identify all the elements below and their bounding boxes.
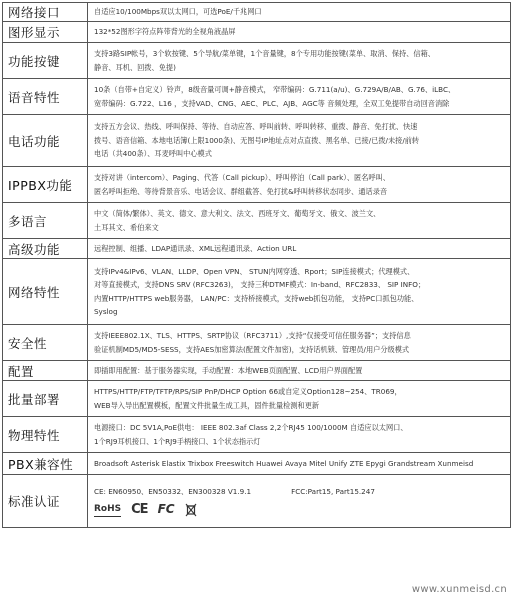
spec-content-line: 电源接口：DC 5V1A,PoE供电： IEEE 802.3af Class 2,2个RJ45 100/1000M 自适应以太网口、 [94,423,408,432]
spec-content [88,475,511,528]
spec-row [3,417,511,453]
spec-table [2,2,511,528]
spec-content-line: 即插即用配置：基于服务器实现，手动配置：本地WEB页面配置、LCD用户界面配置 [94,365,363,375]
spec-content-line: 自适应10/100Mbps双以太网口，可选PoE/千兆网口 [94,7,262,17]
spec-content-line: 132*52图形字符点阵带背光的全视角液晶屏 [94,27,236,37]
spec-content-line: HTTPS/HTTP/FTP/TFTP/RPS/SIP PnP/DHCP Option 66或自定义Option128~254、TR069， [94,387,402,396]
spec-content-line: 支持对讲（intercom）、Paging、代答（Call pickup）、呼叫停泊（Call park）、匿名呼叫、 [94,173,390,182]
spec-row [3,167,511,203]
spec-row [3,361,511,381]
spec-label: 物理特性 [3,417,88,453]
spec-row [3,453,511,475]
spec-content [88,115,511,167]
spec-content-line: 内置HTTP/HTTPS web服务器， LAN/PC：支持桥接模式，支持web抓包功能， 支持PC口抓包功能、 [94,293,419,303]
ce-logo-icon: CE [131,502,148,517]
spec-label: 高级功能 [3,239,88,259]
spec-label: 电话功能 [3,115,88,167]
spec-content [88,43,511,79]
spec-content [88,79,511,115]
spec-content-line: 支持五方会议、热线、呼叫保持、等待、自动应答、呼叫前转、呼叫转移、重拨、静音、免打扰、快速 [94,122,418,132]
certification-logos [94,503,504,518]
spec-content-line: Syslog [94,307,118,316]
spec-label: 标准认证 [3,475,88,528]
spec-label: PBX兼容性 [3,453,88,475]
spec-content-line: 静音、耳机、回拨、免提) [94,62,176,72]
spec-label: 功能按键 [3,43,88,79]
spec-content-line: 土耳其文、希伯来文 [94,222,159,232]
spec-content-line: 支持IPv4&IPv6、VLAN、LLDP、Open VPN、 STUN内网穿透、Rport；SIP连接模式；代理模式、 [94,266,415,276]
ce-standards-text: CE: EN60950、EN50332、EN300328 V1.9.1 [94,487,252,496]
spec-content-line: 匿名呼叫拒绝、等待背景音乐、电话会议、群组截答、免打扰&呼叫转移状态同步、通话录音 [94,186,388,196]
spec-content-line: 中文（简体/繁体）、英文、德文、意大利文、法文、西班牙文、葡萄牙文、俄文、波兰文、 [94,209,381,218]
spec-content-line: Broadsoft Asterisk Elastix Trixbox Freeswitch Huawei Avaya Mitel Unify ZTE Epygi Grandstream Xunmeisd [94,458,474,468]
spec-sheet [2,2,511,528]
spec-label: 批量部署 [3,381,88,417]
spec-content [88,381,511,417]
spec-content-line: 1个RJ9耳机接口、1个RJ9手柄接口、1个状态指示灯 [94,436,261,446]
spec-row [3,239,511,259]
spec-content-line: 支持IEEE802.1X、TLS、HTTPS、SRTP协议（RFC3711）,支持“仅接受可信任服务器”；支持信息 [94,331,411,340]
spec-content [88,361,511,381]
spec-content [88,417,511,453]
spec-content [88,259,511,325]
spec-row [3,381,511,417]
spec-label: 网络特性 [3,259,88,325]
spec-label: 语音特性 [3,79,88,115]
spec-content-line: 远程控制、组播、LDAP通讯录、XML远程通讯录、Action URL [94,243,297,253]
weee-bin-icon [185,503,197,517]
spec-row [3,325,511,361]
spec-content-line: 电话（共400条）、耳麦呼叫中心模式 [94,149,212,159]
spec-row [3,3,511,22]
spec-content [88,453,511,475]
rohs-logo-icon: RoHS [94,503,121,518]
spec-row [3,22,511,43]
spec-content-line: 对等直接模式，支持DNS SRV (RFC3263)， 支持三种DTMF模式：In-band、RFC2833、 SIP INFO； [94,280,426,289]
spec-content [88,203,511,239]
spec-label: 图形显示 [3,22,88,43]
spec-content-line: 验证机制MD5/MD5-SESS，支持AES加密算法(配置文件加密)，支持话机锁、管理员/用户分级模式 [94,344,410,354]
spec-content [88,239,511,259]
spec-row-certification [3,475,511,528]
spec-row [3,259,511,325]
spec-content [88,3,511,22]
spec-row [3,115,511,167]
website-footer[interactable]: www.xunmeisd.cn [411,584,507,595]
spec-content-line: WEB导入导出配置模板，配置文件批量生成工具，固件批量检测和更新 [94,400,320,410]
spec-content [88,167,511,203]
spec-content [88,325,511,361]
spec-content-line: 拨号、语音信箱、本地电话簿(上限1000条)、无图号IP地址点对点直拨、黑名单、已接/已拨/未接/前转 [94,135,420,145]
spec-label: 配置 [3,361,88,381]
spec-content-line: 宽带编码：G.722、L16 ，支持VAD、CNG、AEC、PLC、AJB、AGC等 音频处理，全双工免提带自动回音消除 [94,98,450,108]
spec-row [3,79,511,115]
spec-content-line: 支持3路SIP帐号，3个软按键、5个导航/菜单键，1个音量键，8个专用功能按键(菜单、取消、保持、信箱、 [94,49,435,58]
spec-label: 安全性 [3,325,88,361]
spec-content-line: 10条（自带+自定义）铃声，8级音量可调+静音模式， 窄带编码：G.711(a/u)、G.729A/B/AB、G.76、iLBC、 [94,85,456,94]
spec-content [88,22,511,43]
spec-row [3,203,511,239]
spec-label: 网络接口 [3,3,88,22]
spec-row [3,43,511,79]
fcc-logo-icon: FC [157,502,175,516]
spec-label: 多语言 [3,203,88,239]
spec-table-body [3,3,511,475]
spec-label: IPPBX功能 [3,167,88,203]
fcc-standards-text: FCC:Part15, Part15.247 [291,487,375,496]
